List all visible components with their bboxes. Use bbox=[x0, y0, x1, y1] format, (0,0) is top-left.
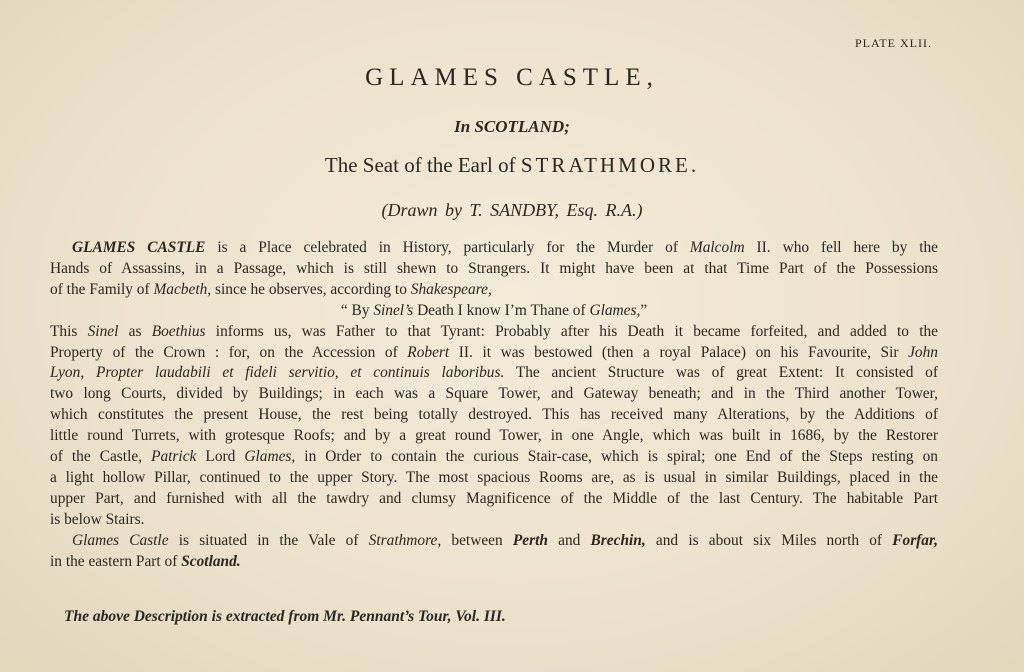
text-run: is a Place celebrated in History, particularly for the Murder of bbox=[205, 239, 690, 256]
page-title: GLAMES CASTLE, bbox=[365, 64, 659, 91]
text-run: upper Part, and furnished with all the tawdry and clumsy Magnificence of the Middle of the last Century. The habitable Part bbox=[50, 489, 938, 507]
text-run: “ By bbox=[340, 301, 374, 319]
text-run: Patrick bbox=[151, 448, 197, 466]
text-run: Strathmore, bbox=[368, 531, 442, 549]
body-line bbox=[50, 301, 938, 322]
source-note: The above Description is extracted from Mr. Pennant’s Tour, Vol. III. bbox=[64, 608, 506, 625]
text-run: of the Castle, bbox=[50, 448, 152, 466]
text-run: Malcolm bbox=[689, 239, 745, 256]
text-run: GLAMES CASTLE bbox=[72, 239, 206, 256]
text-run: informs us, was Father to that Tyrant: Probably after his Death it became forfeited, and added to the bbox=[205, 322, 938, 340]
text-run: a light hollow Pillar, continued to the upper Story. The most spacious Rooms are, as is usual in similar Buildings, placed in the bbox=[50, 468, 938, 486]
body-line bbox=[50, 405, 938, 426]
text-run: in the eastern Part of bbox=[50, 552, 182, 570]
text-run: Brechin, bbox=[590, 531, 646, 549]
text-run: Macbeth, bbox=[153, 280, 212, 298]
text-run: is situated in the Vale of bbox=[168, 531, 369, 549]
text-run: which constitutes the present House, the rest being totally destroyed. This has received many Alterations, by the Additions of bbox=[50, 406, 938, 424]
text-run: Glames, bbox=[589, 301, 641, 319]
body-line bbox=[50, 468, 938, 489]
text-run: Scotland. bbox=[181, 552, 241, 570]
text-run: Robert bbox=[407, 343, 450, 361]
text-run: Perth bbox=[512, 531, 548, 549]
text-run: This bbox=[50, 322, 88, 340]
text-run: II. it was bestowed (then a royal Palace) on his Favourite, Sir bbox=[449, 343, 909, 361]
body-line bbox=[50, 322, 938, 343]
text-run: of the Family of bbox=[50, 280, 154, 298]
body-line bbox=[50, 510, 938, 531]
text-run: between bbox=[441, 531, 513, 549]
text-run: Hands of Assassins, in a Passage, which is still shewn to Strangers. It might have been at that Time Part of the Possessions bbox=[50, 259, 938, 277]
body-line bbox=[50, 531, 938, 552]
body-line bbox=[50, 426, 938, 447]
text-run: in Order to contain the curious Stair-case, which is spiral; one End of the Steps resting on bbox=[295, 448, 938, 466]
body-line bbox=[50, 343, 938, 364]
text-run: little round Turrets, with grotesque Roofs; and by a great round Tower, in one Angle, which was built in 1686, by the Restorer bbox=[50, 427, 938, 445]
body-line bbox=[50, 447, 938, 468]
seat-subtitle bbox=[0, 153, 1024, 178]
text-run: Sinel’s bbox=[373, 301, 414, 319]
text-run: two long Courts, divided by Buildings; in each was a Square Tower, and Gateway beneath; and in the Third another Tower, bbox=[50, 385, 938, 403]
text-run: is below Stairs. bbox=[50, 510, 145, 528]
text-run: Glames, bbox=[244, 448, 296, 466]
text-run: The ancient Structure was of great Extent: It consisted of bbox=[504, 364, 938, 382]
text-run: Lord bbox=[196, 448, 245, 466]
body-line bbox=[50, 259, 938, 280]
text-run: John bbox=[908, 343, 938, 361]
location-subtitle: In SCOTLAND; bbox=[454, 117, 570, 136]
text-run: II. who fell here by the bbox=[744, 239, 938, 256]
text-run: Shakespeare, bbox=[410, 280, 492, 298]
body-line bbox=[50, 238, 938, 259]
body-line bbox=[50, 384, 938, 405]
body-line bbox=[50, 489, 938, 510]
text-run: as bbox=[118, 322, 152, 340]
seat-prefix: The Seat of the Earl of bbox=[324, 153, 521, 177]
text-run: since he observes, according to bbox=[211, 280, 411, 298]
text-run: and bbox=[547, 531, 591, 549]
text-run: Property of the Crown : for, on the Accession of bbox=[50, 343, 408, 361]
text-run: Lyon, Propter laudabili et fideli servitio, et continuis laboribus. bbox=[50, 364, 505, 382]
text-run: ” bbox=[640, 301, 648, 319]
seat-name: STRATHMORE. bbox=[520, 153, 700, 177]
plate-number: PLATE XLII. bbox=[855, 36, 932, 50]
description-body bbox=[50, 238, 938, 573]
text-run: Death I know I’m Thane of bbox=[413, 301, 590, 319]
body-line bbox=[50, 552, 938, 573]
text-run: Forfar, bbox=[892, 531, 938, 549]
text-run: Sinel bbox=[87, 322, 119, 340]
text-run: Glames Castle bbox=[72, 531, 169, 549]
artist-credit: (Drawn by T. SANDBY, Esq. R.A.) bbox=[381, 200, 643, 220]
text-run: and is about six Miles north of bbox=[645, 531, 893, 549]
body-line bbox=[50, 280, 938, 301]
body-line bbox=[50, 363, 938, 384]
text-run: Boethius bbox=[151, 322, 206, 340]
